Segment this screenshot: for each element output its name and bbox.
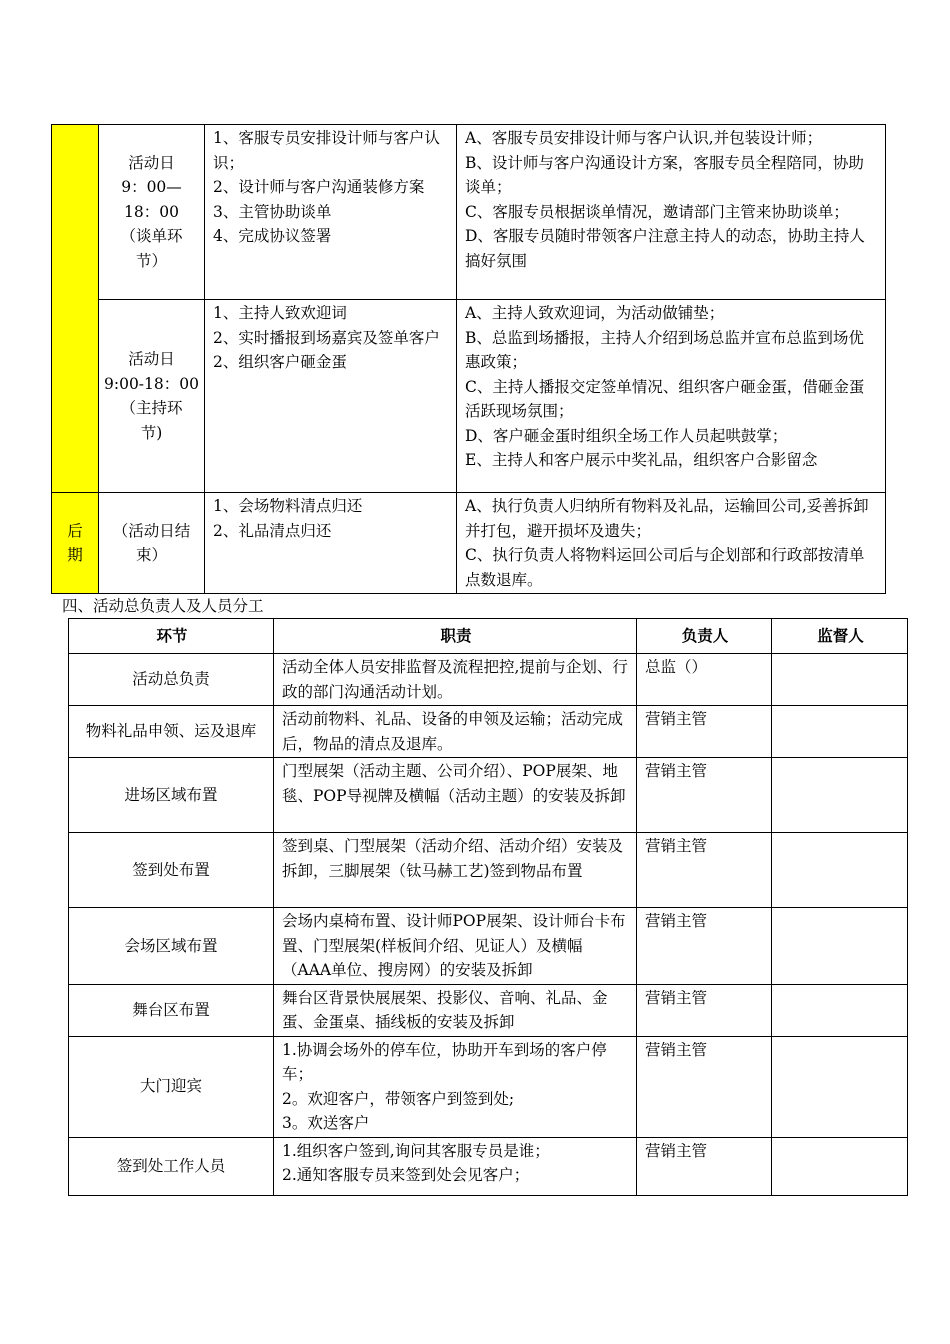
owner-cell: 营销主管 bbox=[637, 758, 772, 833]
table-row bbox=[69, 1137, 908, 1195]
supervisor-cell bbox=[772, 984, 908, 1036]
time-cell: 活动日 9:00-18：00 （主持环 节) bbox=[99, 300, 205, 493]
duty-cell: 会场内桌椅布置、设计师POP展架、设计师台卡布置、门型展架(样板间介绍、见证人）及横幅（AAA单位、搜房网）的安装及拆卸 bbox=[274, 908, 637, 985]
table-row bbox=[69, 654, 908, 706]
details-cell: A、执行负责人归纳所有物料及礼品，运输回公司,妥善拆卸并打包，避开损坏及遗失； C、执行负责人将物料运回公司后与企划部和行政部按清单点数退库。 bbox=[457, 493, 886, 594]
details-cell: A、客服专员安排设计师与客户认识,并包装设计师； B、设计师与客户沟通设计方案，客服专员全程陪同，协助谈单； C、客服专员根据谈单情况，邀请部门主管来协助谈单； D、客服专员随时带领客户注意主持人的动态，协助主持人搞好氛围 bbox=[457, 125, 886, 300]
header-supervisor: 监督人 bbox=[772, 619, 908, 654]
table-row bbox=[69, 833, 908, 908]
phase-cell: 后 期 bbox=[52, 493, 99, 594]
owner-cell: 营销主管 bbox=[637, 984, 772, 1036]
duty-cell: 1.协调会场外的停车位，协助开车到场的客户停车； 2。欢迎客户，带领客户到签到处; 3。欢送客户 bbox=[274, 1036, 637, 1137]
supervisor-cell bbox=[772, 654, 908, 706]
duty-cell: 活动全体人员安排监督及流程把控,提前与企划、行政的部门沟通活动计划。 bbox=[274, 654, 637, 706]
tasks-cell: 1、主持人致欢迎词 2、实时播报到场嘉宾及签单客户 2、组织客户砸金蛋 bbox=[205, 300, 457, 493]
table-row bbox=[69, 758, 908, 833]
duty-cell: 签到桌、门型展架（活动介绍、活动介绍）安装及拆卸，三脚展架（钛马赫工艺)签到物品布置 bbox=[274, 833, 637, 908]
supervisor-cell bbox=[772, 908, 908, 985]
phase-cell bbox=[52, 125, 99, 493]
time-cell: （活动日结 束） bbox=[99, 493, 205, 594]
section-cell: 会场区域布置 bbox=[69, 908, 274, 985]
header-duty: 职责 bbox=[274, 619, 637, 654]
duty-cell: 活动前物料、礼品、设备的申领及运输；活动完成后，物品的清点及退库。 bbox=[274, 706, 637, 758]
owner-cell: 营销主管 bbox=[637, 1036, 772, 1137]
duty-cell: 1.组织客户签到,询问其客服专员是谁； 2.通知客服专员来签到处会见客户； bbox=[274, 1137, 637, 1195]
schedule-row bbox=[52, 125, 886, 300]
section-cell: 舞台区布置 bbox=[69, 984, 274, 1036]
section-cell: 签到处布置 bbox=[69, 833, 274, 908]
section-cell: 活动总负责 bbox=[69, 654, 274, 706]
owner-cell: 营销主管 bbox=[637, 908, 772, 985]
activity-schedule-table bbox=[51, 124, 886, 594]
tasks-cell: 1、客服专员安排设计师与客户认识； 2、设计师与客户沟通装修方案 3、主管协助谈单 4、完成协议签署 bbox=[205, 125, 457, 300]
details-cell: A、主持人致欢迎词，为活动做铺垫； B、总监到场播报，主持人介绍到场总监并宣布总监到场优惠政策； C、主持人播报交定签单情况、组织客户砸金蛋，借砸金蛋活跃现场氛围； D、客户砸金蛋时组织全场工作人员起哄鼓掌； E、主持人和客户展示中奖礼品，组织客户合影留念 bbox=[457, 300, 886, 493]
table-row bbox=[69, 706, 908, 758]
header-owner: 负责人 bbox=[637, 619, 772, 654]
table-row bbox=[69, 908, 908, 985]
owner-cell: 总监（） bbox=[637, 654, 772, 706]
time-cell: 活动日 9：00— 18：00 （谈单环 节） bbox=[99, 125, 205, 300]
duty-cell: 舞台区背景快展展架、投影仪、音响、礼品、金蛋、金蛋桌、插线板的安装及拆卸 bbox=[274, 984, 637, 1036]
header-section: 环节 bbox=[69, 619, 274, 654]
schedule-row bbox=[52, 300, 886, 493]
staff-assignment-table bbox=[68, 618, 908, 1196]
table-row bbox=[69, 1036, 908, 1137]
section-cell: 签到处工作人员 bbox=[69, 1137, 274, 1195]
section-cell: 大门迎宾 bbox=[69, 1036, 274, 1137]
supervisor-cell bbox=[772, 1137, 908, 1195]
table-header-row bbox=[69, 619, 908, 654]
owner-cell: 营销主管 bbox=[637, 833, 772, 908]
section-cell: 进场区域布置 bbox=[69, 758, 274, 833]
schedule-row bbox=[52, 493, 886, 594]
supervisor-cell bbox=[772, 833, 908, 908]
section-cell: 物料礼品申领、运及退库 bbox=[69, 706, 274, 758]
owner-cell: 营销主管 bbox=[637, 1137, 772, 1195]
duty-cell: 门型展架（活动主题、公司介绍）、POP展架、地毯、POP导视牌及横幅（活动主题）的安装及拆卸 bbox=[274, 758, 637, 833]
supervisor-cell bbox=[772, 1036, 908, 1137]
owner-cell: 营销主管 bbox=[637, 706, 772, 758]
section-heading: 四、活动总负责人及人员分工 bbox=[62, 597, 264, 615]
supervisor-cell bbox=[772, 758, 908, 833]
supervisor-cell bbox=[772, 706, 908, 758]
tasks-cell: 1、会场物料清点归还 2、礼品清点归还 bbox=[205, 493, 457, 594]
table-row bbox=[69, 984, 908, 1036]
